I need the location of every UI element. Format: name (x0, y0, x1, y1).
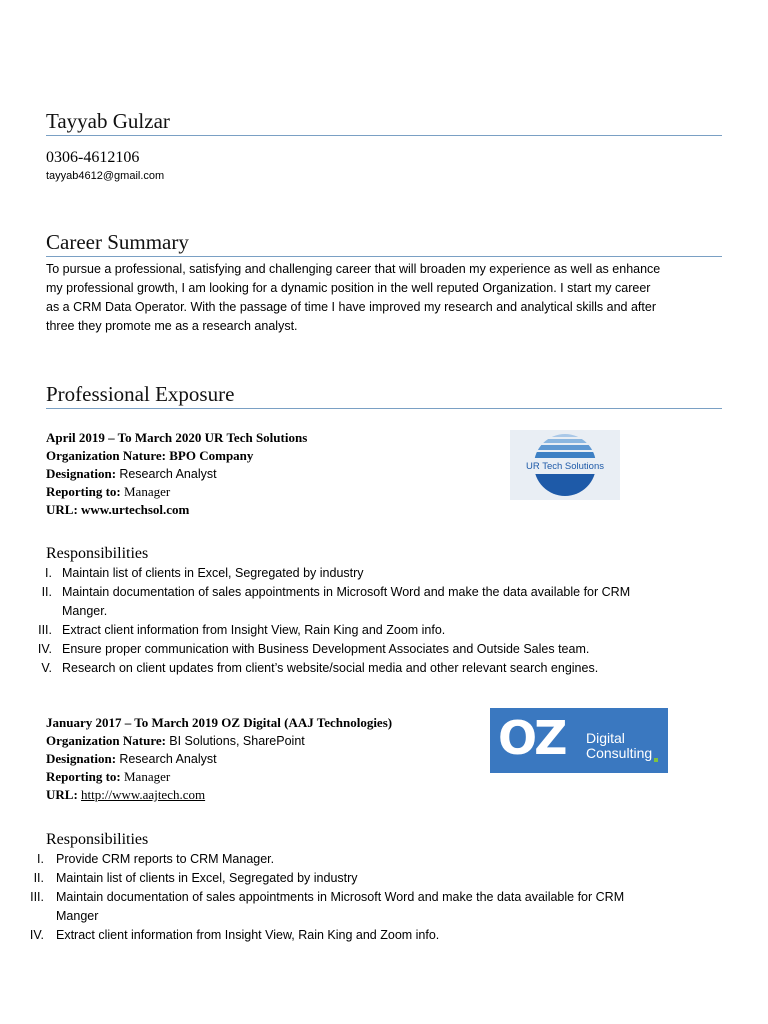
url-link[interactable]: http://www.aajtech.com (81, 787, 206, 802)
email-address: tayyab4612@gmail.com (46, 170, 165, 182)
designation-value: Research Analyst (119, 467, 217, 481)
list-item: I. Maintain list of clients in Excel, Segregated by industry (45, 566, 364, 580)
summary-line: my professional growth, I am looking for a dynamic position in the well reputed Organization. I start my career (46, 281, 651, 295)
designation-label: Designation: (46, 466, 117, 481)
reporting-value: Manager (124, 769, 171, 784)
list-item: II. Maintain list of clients in Excel, Segregated by industry (33, 871, 358, 885)
ozdigital-logo-dot (654, 758, 658, 762)
responsibilities-list-urtech (22, 564, 742, 678)
ozdigital-logo-line1: Digital (586, 730, 625, 746)
responsibilities-heading-ozdigital: Responsibilities (46, 831, 149, 848)
responsibilities-list-ozdigital (14, 850, 742, 945)
url-label: URL: (46, 787, 78, 802)
org-nature-value: BI Solutions, SharePoint (169, 734, 305, 748)
org-nature-label: Organization Nature: (46, 733, 166, 748)
exposure-divider (46, 408, 722, 409)
job-entry-ozdigital (46, 714, 476, 804)
reporting-label: Reporting to: (46, 484, 121, 499)
list-item: IV. Extract client information from Insight View, Rain King and Zoom info. (29, 928, 440, 942)
org-nature-value: BPO Company (169, 448, 254, 463)
summary-line: as a CRM Data Operator. With the passage of time I have improved my research and analytical skills and after (46, 300, 656, 314)
list-item: IV. Ensure proper communication with Business Development Associates and Outside Sales team. (37, 642, 590, 656)
reporting-value: Manager (124, 484, 171, 499)
list-item: II. Maintain documentation of sales appointments in Microsoft Word and make the data available for CRM Manger. (41, 585, 631, 618)
list-item: V. Research on client updates from client’s website/social media and other relevant search engines. (41, 661, 599, 675)
job-entry-urtech (46, 429, 486, 519)
list-item: I. Provide CRM reports to CRM Manager. (37, 852, 275, 866)
designation-value: Research Analyst (119, 752, 217, 766)
career-summary-divider (46, 256, 722, 257)
reporting-label: Reporting to: (46, 769, 121, 784)
designation-label: Designation: (46, 751, 117, 766)
name-divider (46, 135, 722, 136)
ozdigital-logo-line2: Consulting (586, 745, 653, 761)
job-period: April 2019 – To March 2020 UR Tech Solutions (46, 430, 308, 445)
phone-number: 0306-4612106 (46, 149, 140, 166)
url-label: URL: (46, 502, 78, 517)
ozdigital-logo (490, 708, 668, 773)
summary-line: To pursue a professional, satisfying and challenging career that will broaden my experience as well as enhance (46, 262, 661, 276)
job-period: January 2017 – To March 2019 OZ Digital (AAJ Technologies) (46, 715, 393, 730)
exposure-heading: Professional Exposure (46, 382, 235, 406)
urtech-logo (510, 430, 620, 500)
responsibilities-heading-urtech: Responsibilities (46, 545, 149, 562)
list-item: III. Extract client information from Insight View, Rain King and Zoom info. (38, 623, 446, 637)
ozdigital-logo-mark: OZ (498, 711, 565, 765)
summary-line: three they promote me as a research analyst. (46, 319, 298, 333)
candidate-name: Tayyab Gulzar (46, 109, 170, 133)
url-value[interactable]: www.urtechsol.com (81, 502, 190, 517)
urtech-logo-text: UR Tech Solutions (526, 461, 604, 472)
career-summary-heading: Career Summary (46, 230, 189, 254)
list-item: III. Maintain documentation of sales appointments in Microsoft Word and make the data available for CRM Manger (30, 890, 625, 923)
career-summary-text (46, 260, 726, 336)
org-nature-label: Organization Nature: (46, 448, 166, 463)
